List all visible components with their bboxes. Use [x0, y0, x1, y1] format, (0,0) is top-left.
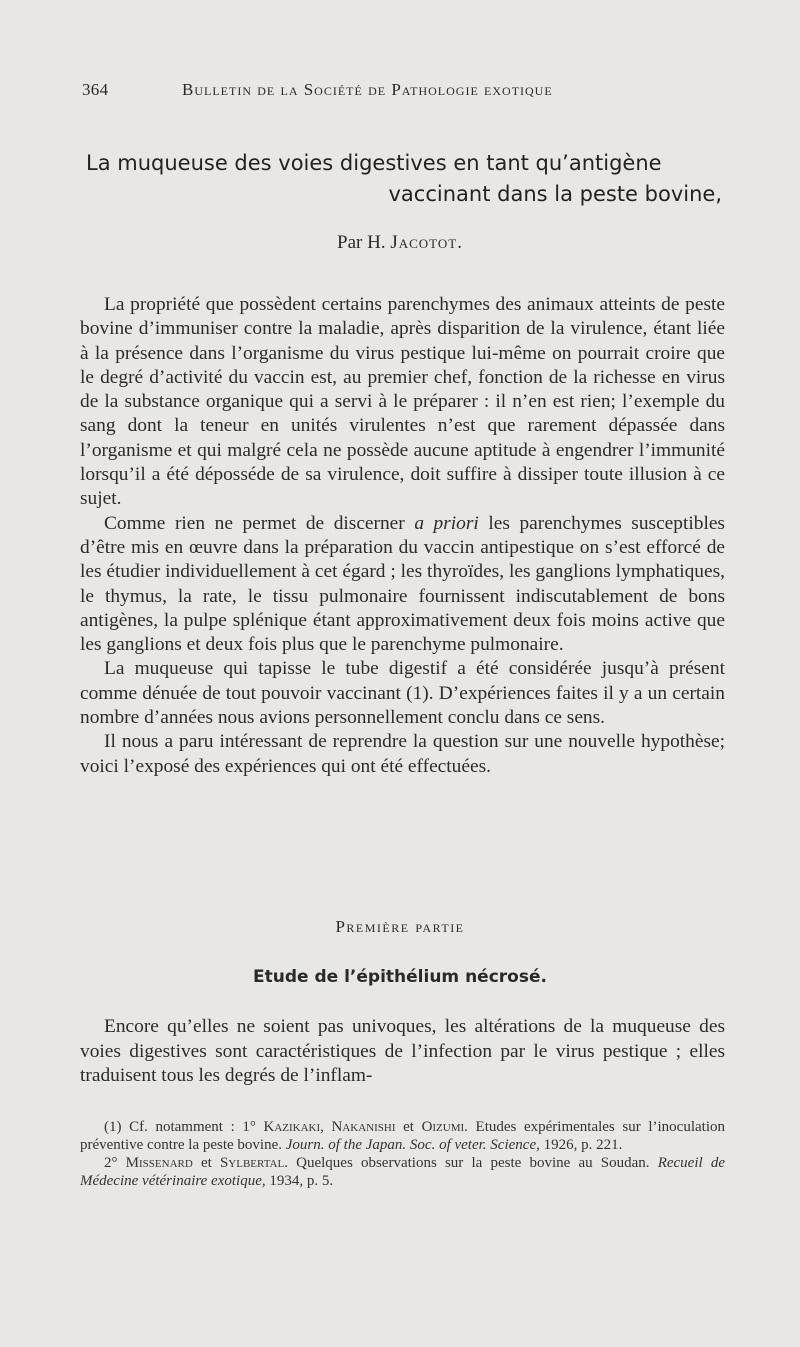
page-number: 364 — [82, 80, 109, 99]
article-title-line1: La muqueuse des voies digestives en tant qu’antigène — [86, 151, 662, 175]
article-title — [82, 148, 722, 210]
author-prefix: Par H. — [337, 232, 386, 253]
paragraph-4: Il nous a paru intéressant de reprendre la question sur une nouvelle hypothèse; voici l’exposé des expériences qui ont été effectuées. — [80, 731, 725, 777]
italic-phrase: a priori — [414, 512, 479, 534]
paragraph-3: La muqueuse qui tapisse le tube digestif a été considérée jusqu’à présent comme dénuée de tout pouvoir vaccinant (1). D’expériences faites il y a un certain nombre d’années nous avions personnellement conclu dans ce sens. — [80, 658, 725, 729]
paragraph-2-rest: les parenchymes susceptibles d’être mis en œuvre dans la préparation du vaccin antipestique on s’est efforcé de les étudier individuellement à cet égard ; les thyroïdes, les ganglions lymphatiques, le thymus, la rate, le tissu pulmonaire fournissent indiscutablement de bons antigènes, la pulpe splénique étant approximativement deux fois moins active que les ganglions et deux fois plus que le parenchyme pulmonaire. — [80, 512, 725, 656]
footnote-1-journal: Journ. of the Japan. Soc. of veter. Science, — [285, 1137, 540, 1153]
footnote-2-text-c: 1934, p. 5. — [265, 1173, 334, 1189]
footnote-2 — [80, 1154, 725, 1190]
footnote-1-authors: Kazikaki, Nakanishi — [263, 1119, 396, 1135]
footnote-2-author2: Sylbertal. — [219, 1155, 288, 1171]
paragraph-5: Encore qu’elles ne soient pas univoques, les altérations de la muqueuse des voies digestives sont caractéristiques de l’infection par le virus pestique ; elles traduisent tous les degrés de l’inflam- — [80, 1016, 725, 1086]
section-subheading: Etude de l’épithélium nécrosé. — [253, 967, 547, 987]
footnote-1-text-c: 1926, p. 221. — [539, 1137, 623, 1153]
article-author — [0, 232, 800, 254]
footnote-1 — [80, 1118, 725, 1154]
article-title-line2: vaccinant dans la peste bovine, — [388, 182, 722, 206]
section-heading: Première partie — [335, 917, 465, 936]
paragraph-1: La propriété que possèdent certains parenchymes des animaux atteints de peste bovine d’immuniser contre la maladie, après disparition de la virulence, étant liée à la présence dans l’organisme du virus pestique lui-même on pourrait croire que le degré d’activité du vaccin est, au premier chef, fonction de la richesse en virus de la substance organique qui a servi à le préparer : il n’en est rien; l’exemple du sang dont la teneur en unités virulentes n’est que rarement dépassée dans l’organisme et qui malgré cela ne possède aucune aptitude à engendrer l’immunité lorsqu’il a été déposséde de sa virulence, doit suffire à dissiper toute illusion à ce sujet. — [80, 294, 725, 510]
footnote-1-et: et — [395, 1119, 422, 1135]
footnote-2-journal: Recueil de Médecine vétérinaire exotique, — [80, 1155, 726, 1189]
footnotes — [80, 1118, 725, 1190]
footnote-1-text-b: Etudes expérimentales sur l’inoculation préventive contre la peste bovine. — [80, 1119, 725, 1153]
footnote-1-text-a: (1) Cf. notamment : 1° — [104, 1119, 264, 1135]
footnote-2-text-b: Quelques observations sur la peste bovine au Soudan. — [287, 1155, 658, 1171]
footnote-2-author1: Missenard — [125, 1155, 193, 1171]
footnote-2-et: et — [192, 1155, 220, 1171]
paragraph-2 — [80, 512, 725, 658]
section-body — [80, 1015, 725, 1089]
article-body — [80, 293, 725, 779]
author-name: Jacotot. — [390, 232, 463, 253]
footnote-1-author3: Oizumi. — [421, 1119, 468, 1135]
paragraph-2-start: Comme rien ne permet de discerner — [104, 512, 405, 534]
running-head: Bulletin de la Société de Pathologie exotique — [182, 80, 553, 99]
footnote-2-text-a: 2° — [104, 1155, 126, 1171]
page-header — [82, 80, 732, 104]
